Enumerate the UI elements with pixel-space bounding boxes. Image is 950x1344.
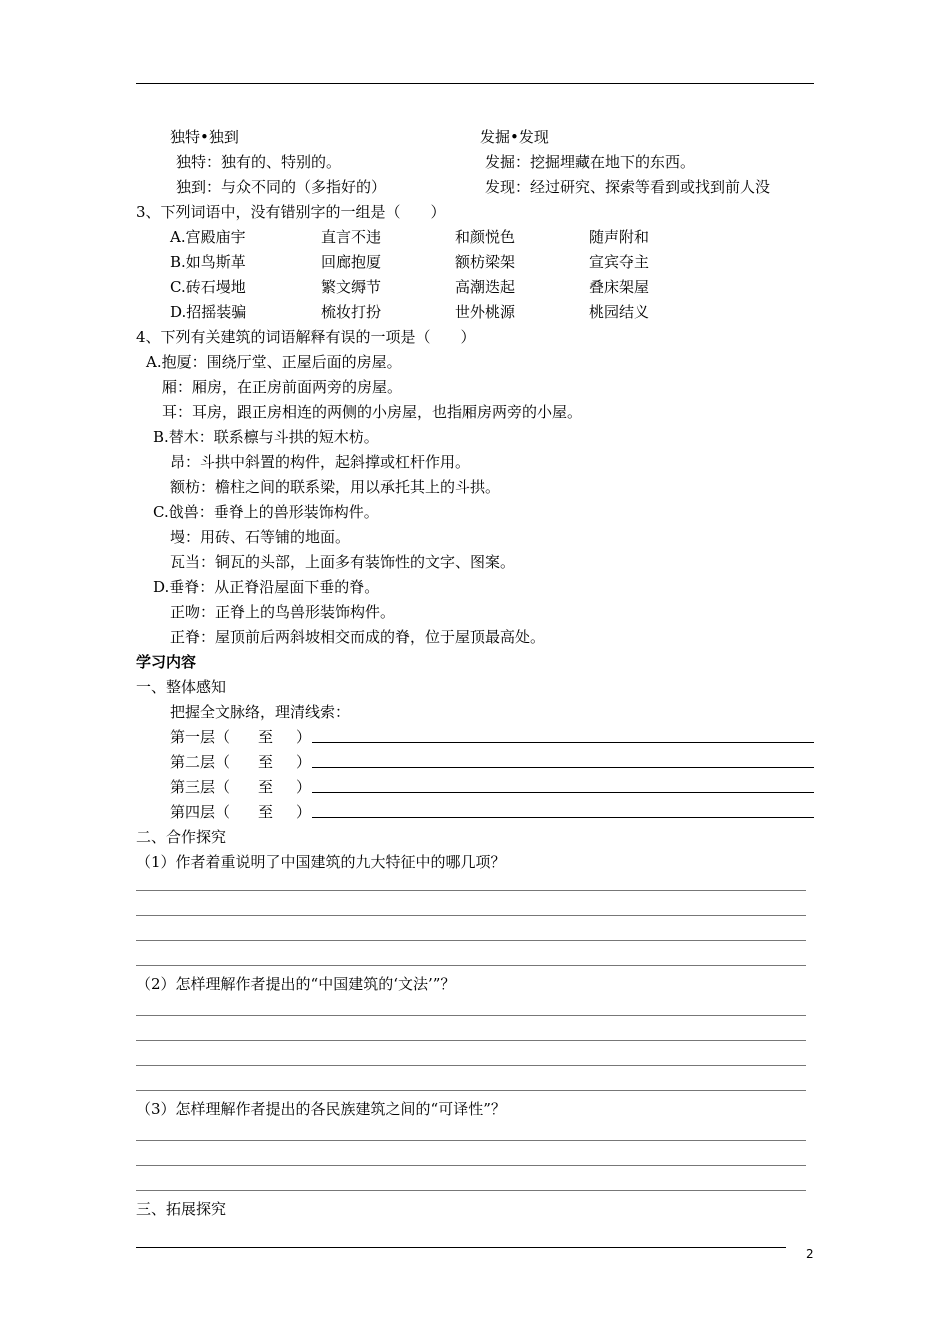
section-3-heading: 三、拓展探究: [136, 1200, 227, 1218]
q4-line: 墁：用砖、石等铺的地面。: [170, 528, 351, 546]
q4-line: 昂：斗拱中斜置的构件，起斜撑或杠杆作用。: [170, 453, 471, 471]
q3-option-label: A.宫殿庙宇: [170, 228, 246, 246]
layer-close: ）: [296, 728, 312, 746]
q3-option-label: B.如鸟斯革: [170, 253, 246, 271]
layer-to: 至: [258, 728, 274, 746]
layer-answer-line[interactable]: [312, 767, 814, 768]
footer-rule: [136, 1247, 786, 1248]
layer-label: 第二层（: [170, 753, 231, 771]
q3-option-word: 繁文缛节: [321, 278, 382, 296]
q4-line: 耳：耳房，跟正房相连的两侧的小房屋，也指厢房两旁的小屋。: [162, 403, 583, 421]
layer-to: 至: [258, 753, 274, 771]
answer-line[interactable]: [136, 1015, 806, 1016]
layer-label: 第三层（: [170, 778, 231, 796]
study-title: 学习内容: [136, 653, 197, 671]
layer-close: ）: [296, 753, 312, 771]
comparison-left-line: 独到：与众不同的（多指好的）: [176, 178, 387, 196]
answer-line[interactable]: [136, 1090, 806, 1091]
q4-line: C.戗兽：垂脊上的兽形装饰构件。: [153, 503, 379, 521]
comparison-right-line: 发现：经过研究、探索等看到或找到前人没: [485, 178, 771, 196]
answer-line[interactable]: [136, 1040, 806, 1041]
page-number: 2: [806, 1247, 814, 1261]
instruction: 把握全文脉络，理清线索：: [170, 703, 351, 721]
q4-line: 额枋：檐柱之间的联系梁，用以承托其上的斗拱。: [170, 478, 501, 496]
comparison-right-line: 发掘：挖掘埋藏在地下的东西。: [485, 153, 696, 171]
comparison-left-line: 独特：独有的、特别的。: [176, 153, 342, 171]
q3-option-word: 额枋梁架: [455, 253, 516, 271]
answer-line[interactable]: [136, 1065, 806, 1066]
q4-line: 正脊：屋顶前后两斜坡相交而成的脊，位于屋顶最高处。: [170, 628, 546, 646]
question-4: 4、下列有关建筑的词语解释有误的一项是（ ）: [136, 328, 476, 346]
answer-line[interactable]: [136, 965, 806, 966]
header-rule: [136, 83, 814, 84]
layer-label: 第一层（: [170, 728, 231, 746]
layer-close: ）: [296, 803, 312, 821]
q4-line: 正吻：正脊上的鸟兽形装饰构件。: [170, 603, 396, 621]
q4-line: B.替木：联系檩与斗拱的短木枋。: [153, 428, 379, 446]
answer-line[interactable]: [136, 940, 806, 941]
q3-option-word: 和颜悦色: [455, 228, 516, 246]
q3-option-label: D.招摇装骗: [170, 303, 247, 321]
q3-option-label: C.砖石墁地: [170, 278, 246, 296]
question-3: 3、下列词语中，没有错别字的一组是（ ）: [136, 203, 446, 221]
layer-to: 至: [258, 803, 274, 821]
q3-option-word: 叠床架屋: [589, 278, 650, 296]
layer-answer-line[interactable]: [312, 792, 814, 793]
q4-line: 厢：厢房，在正房前面两旁的房屋。: [162, 378, 403, 396]
q3-option-word: 世外桃源: [455, 303, 516, 321]
comparison-left-heading: 独特•独到: [170, 128, 239, 146]
layer-answer-line[interactable]: [312, 742, 814, 743]
q3-option-word: 高潮迭起: [455, 278, 516, 296]
section-1-heading: 一、整体感知: [136, 678, 227, 696]
layer-close: ）: [296, 778, 312, 796]
q3-option-word: 随声附和: [589, 228, 650, 246]
layer-answer-line[interactable]: [312, 817, 814, 818]
comparison-right-heading: 发掘•发现: [480, 128, 549, 146]
inquiry-question: （2）怎样理解作者提出的“中国建筑的‘文法’”？: [136, 975, 456, 993]
layer-label: 第四层（: [170, 803, 231, 821]
q3-option-word: 直言不违: [321, 228, 382, 246]
q4-line: A.抱厦：围绕厅堂、正屋后面的房屋。: [146, 353, 402, 371]
answer-line[interactable]: [136, 1190, 806, 1191]
q3-option-word: 宣宾夺主: [589, 253, 650, 271]
q3-option-word: 回廊抱厦: [321, 253, 382, 271]
section-2-heading: 二、合作探究: [136, 828, 227, 846]
answer-line[interactable]: [136, 1165, 806, 1166]
q3-option-word: 梳妆打扮: [321, 303, 382, 321]
layer-to: 至: [258, 778, 274, 796]
q4-line: 瓦当：铜瓦的头部，上面多有装饰性的文字、图案。: [170, 553, 516, 571]
q3-option-word: 桃园结义: [589, 303, 650, 321]
answer-line[interactable]: [136, 890, 806, 891]
answer-line[interactable]: [136, 915, 806, 916]
inquiry-question: （1）作者着重说明了中国建筑的九大特征中的哪几项？: [136, 853, 506, 871]
inquiry-question: （3）怎样理解作者提出的各民族建筑之间的“可译性”？: [136, 1100, 506, 1118]
q4-line: D.垂脊：从正脊沿屋面下垂的脊。: [153, 578, 380, 596]
answer-line[interactable]: [136, 1140, 806, 1141]
